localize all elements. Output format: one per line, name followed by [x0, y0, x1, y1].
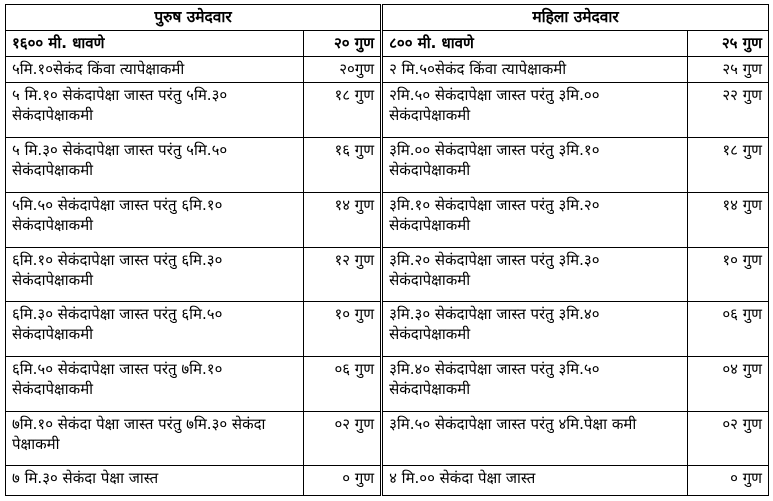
table-row [6, 411, 769, 466]
male-points-cell: १८ गुण [303, 83, 381, 138]
table-row [6, 247, 769, 302]
female-points-cell: ०६ गुण [688, 302, 769, 357]
female-points-cell: ०२ गुण [688, 411, 769, 466]
female-time-cell: ३मि.३० सेकंदापेक्षा जास्त परंतु ३मि.४० सेकंदापेक्षाकमी [382, 302, 688, 357]
table-row [6, 466, 769, 496]
female-points-cell: १० गुण [688, 247, 769, 302]
female-time-cell: ३मि.१० सेकंदापेक्षा जास्त परंतु ३मि.२० सेकंदापेक्षाकमी [382, 192, 688, 247]
female-time-cell: ३मि.०० सेकंदापेक्षा जास्त परंतु ३मि.१० सेकंदापेक्षाकमी [382, 138, 688, 193]
male-points-cell: ०६ गुण [303, 356, 381, 411]
female-points-cell: २२ गुण [688, 83, 769, 138]
male-points-cell: १६ गुण [303, 138, 381, 193]
female-event-label: ८०० मी. धावणे [382, 31, 688, 57]
male-points-cell: १४ गुण [303, 192, 381, 247]
male-points-cell: १० गुण [303, 302, 381, 357]
female-time-cell: २ मि.५०सेकंद किंवा त्यापेक्षाकमी [382, 57, 688, 83]
female-time-cell: २मि.५० सेकंदापेक्षा जास्त परंतु ३मि.०० सेकंदापेक्षाकमी [382, 83, 688, 138]
scoring-table [5, 4, 769, 496]
male-points-cell: २०गुण [303, 57, 381, 83]
table-row [6, 83, 769, 138]
male-time-cell: ७ मि.३० सेकंदा पेक्षा जास्त [6, 466, 304, 496]
female-time-cell: ३मि.४० सेकंदापेक्षा जास्त परंतु ३मि.५० सेकंदापेक्षाकमी [382, 356, 688, 411]
male-candidates-header: पुरुष उमेदवार [6, 5, 382, 31]
male-points-cell: १२ गुण [303, 247, 381, 302]
male-max-points: २० गुण [303, 31, 381, 57]
female-time-cell: ३मि.५० सेकंदापेक्षा जास्त परंतु ४मि.पेक्षा कमी [382, 411, 688, 466]
table-row [6, 192, 769, 247]
male-points-cell: ० गुण [303, 466, 381, 496]
male-time-cell: ५मि.५० सेकंदापेक्षा जास्त परंतु ६मि.१० सेकंदापेक्षाकमी [6, 192, 304, 247]
female-points-cell: १८ गुण [688, 138, 769, 193]
male-time-cell: ५मि.१०सेकंद किंवा त्यापेक्षाकमी [6, 57, 304, 83]
male-time-cell: ५ मि.३० सेकंदापेक्षा जास्त परंतु ५मि.५० सेकंदापेक्षाकमी [6, 138, 304, 193]
male-event-label: १६०० मी. धावणे [6, 31, 304, 57]
male-time-cell: ६मि.५० सेकंदापेक्षा जास्त परंतु ७मि.१० सेकंदापेक्षाकमी [6, 356, 304, 411]
female-points-cell: ०४ गुण [688, 356, 769, 411]
male-points-cell: ०२ गुण [303, 411, 381, 466]
female-points-cell: ० गुण [688, 466, 769, 496]
table-row [6, 356, 769, 411]
female-max-points: २५ गुण [688, 31, 769, 57]
table-row [6, 302, 769, 357]
table-row [6, 138, 769, 193]
male-time-cell: ७मि.१० सेकंदा पेक्षा जास्त परंतु ७मि.३० सेकंदा पेक्षाकमी [6, 411, 304, 466]
male-time-cell: ५ मि.१० सेकंदापेक्षा जास्त परंतु ५मि.३० सेकंदापेक्षाकमी [6, 83, 304, 138]
female-time-cell: ३मि.२० सेकंदापेक्षा जास्त परंतु ३मि.३० सेकंदापेक्षाकमी [382, 247, 688, 302]
female-points-cell: १४ गुण [688, 192, 769, 247]
male-time-cell: ६मि.१० सेकंदापेक्षा जास्त परंतु ६मि.३० सेकंदापेक्षाकमी [6, 247, 304, 302]
female-time-cell: ४ मि.०० सेकंदा पेक्षा जास्त [382, 466, 688, 496]
table-row [6, 57, 769, 83]
male-time-cell: ६मि.३० सेकंदापेक्षा जास्त परंतु ६मि.५० सेकंदापेक्षाकमी [6, 302, 304, 357]
female-candidates-header: महिला उमेदवार [382, 5, 769, 31]
female-points-cell: २५ गुण [688, 57, 769, 83]
